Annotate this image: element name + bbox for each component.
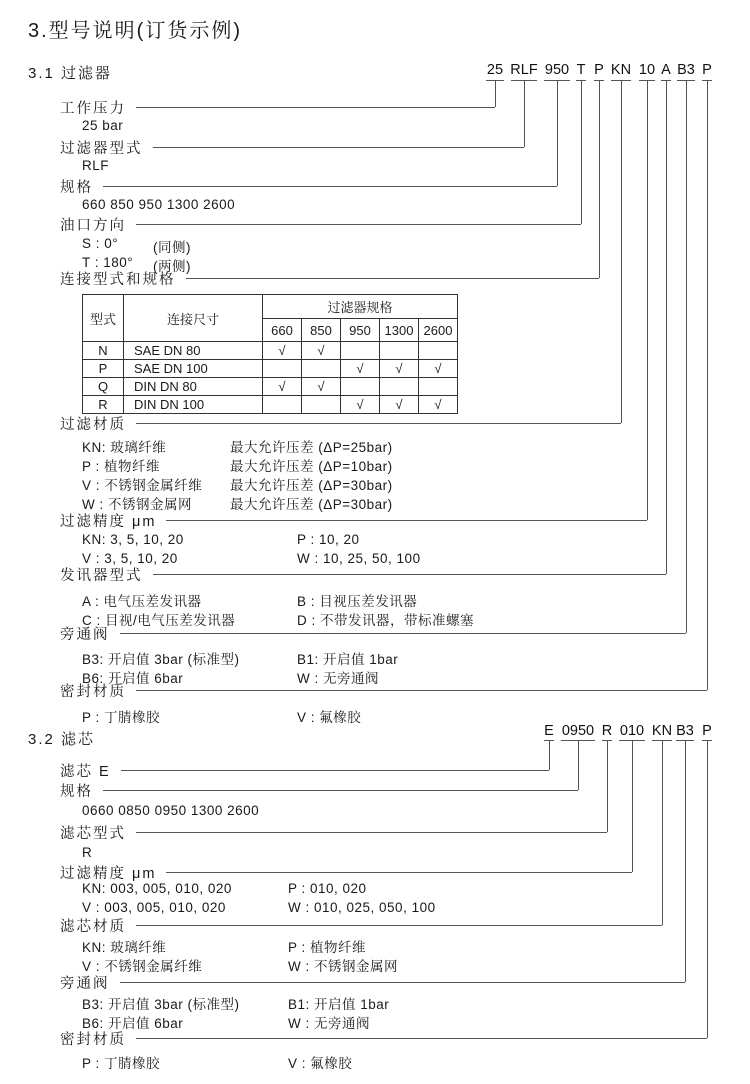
section-row-port-direction	[60, 216, 581, 232]
cell-check: √	[341, 396, 380, 414]
indicator-left: C : 目视/电气压差发讯器	[82, 613, 236, 628]
model-code-segment: 010	[619, 723, 645, 739]
seal-row	[82, 706, 361, 726]
material-row	[82, 955, 398, 975]
model-code-segment: P	[702, 62, 712, 78]
bypass-left: B6: 开启值 6bar	[82, 1016, 184, 1031]
seal-row	[82, 1052, 352, 1072]
seal-left: P : 丁腈橡胶	[82, 710, 161, 725]
material-code: V : 不锈钢金属纤维	[82, 478, 203, 493]
precision-right: W : 010, 025, 050, 100	[288, 900, 436, 915]
section-row-element-bypass	[60, 974, 685, 990]
section-row-bypass-valve	[60, 625, 686, 641]
connector-vline	[666, 80, 667, 574]
cell-check: √	[263, 342, 302, 360]
connector-hline	[136, 107, 495, 108]
connector-hline	[120, 982, 686, 983]
connector-vline	[524, 80, 525, 147]
table-header-size: 连接尺寸	[124, 295, 263, 342]
section-row-element-precision	[60, 864, 632, 880]
material-row	[82, 455, 393, 475]
port-option-code: T : 180°	[82, 255, 134, 270]
connector-hline	[103, 790, 578, 791]
connector-vline	[685, 740, 686, 982]
connector-vline	[581, 80, 582, 224]
label-filter-type: 过滤器型式	[60, 140, 143, 157]
table-header-col: 950	[341, 319, 380, 342]
cell-size: DIN DN 80	[124, 378, 263, 396]
label-element-spec: 规格	[60, 783, 93, 800]
connection-spec-table	[82, 294, 458, 414]
section-row-element-material	[60, 917, 662, 933]
table-header-filter-spec: 过滤器规格	[263, 295, 458, 319]
cell-check	[302, 396, 341, 414]
material-note: 最大允许压差 (ΔP=30bar)	[230, 478, 393, 493]
section-row-filter-type	[60, 139, 524, 155]
precision-left: KN: 003, 005, 010, 020	[82, 881, 232, 896]
seal-right: V : 氟橡胶	[288, 1056, 353, 1071]
page-title: 3.型号说明(订货示例)	[28, 20, 242, 42]
precision-left: V : 3, 5, 10, 20	[82, 551, 178, 566]
bypass-right: W : 无旁通阀	[288, 1016, 370, 1031]
label-element-bypass: 旁通阀	[60, 975, 110, 992]
port-option-code: S : 0°	[82, 236, 119, 251]
connector-hline	[166, 520, 647, 521]
label-indicator-type: 发讯器型式	[60, 567, 143, 584]
model-code-segment: KN	[610, 62, 632, 78]
value-filter-type: RLF	[82, 158, 110, 173]
model-code-segment: 0950	[561, 723, 595, 739]
cell-check	[419, 342, 458, 360]
label-spec: 规格	[60, 179, 93, 196]
indicator-right: B : 目视压差发讯器	[297, 594, 418, 609]
cell-check: √	[380, 396, 419, 414]
section-row-element	[60, 762, 549, 778]
label-element-seal: 密封材质	[60, 1031, 126, 1048]
connector-vline	[557, 80, 558, 186]
cell-type: Q	[83, 378, 124, 396]
model-code-segment: KN	[651, 723, 673, 739]
cell-check: √	[263, 378, 302, 396]
label-bypass-valve: 旁通阀	[60, 626, 110, 643]
material-code: KN: 玻璃纤维	[82, 440, 167, 455]
value-element-spec: 0660 0850 0950 1300 2600	[82, 803, 260, 818]
model-code-segment: P	[702, 723, 712, 739]
bypass-right: B1: 开启值 1bar	[297, 652, 399, 667]
precision-row	[82, 881, 367, 896]
table-header-col: 660	[263, 319, 302, 342]
connector-hline	[186, 278, 600, 279]
connector-hline	[121, 770, 549, 771]
material-right: P : 植物纤维	[288, 940, 367, 955]
cell-check	[341, 378, 380, 396]
connector-vline	[578, 740, 579, 790]
bypass-left: B6: 开启值 6bar	[82, 671, 184, 686]
cell-check: √	[419, 396, 458, 414]
label-connection: 连接型式和规格	[60, 271, 176, 288]
cell-type: P	[83, 360, 124, 378]
bypass-row	[82, 648, 398, 668]
model-code-segment: R	[601, 723, 613, 739]
value-spec: 660 850 950 1300 2600	[82, 197, 236, 212]
cell-check	[302, 360, 341, 378]
section-row-indicator-type	[60, 566, 666, 582]
section-row-element-spec	[60, 782, 578, 798]
label-filtration-precision: 过滤精度 μm	[60, 513, 157, 530]
port-option-row	[82, 236, 191, 256]
section-row-working-pressure	[60, 99, 495, 115]
port-option-desc: (同侧)	[153, 240, 191, 255]
section-row-spec	[60, 178, 557, 194]
section-row-filtration-precision	[60, 512, 647, 528]
connector-hline	[136, 832, 607, 833]
bypass-row	[82, 993, 389, 1013]
connector-vline	[632, 740, 633, 872]
model-code-segment: B3	[677, 62, 695, 78]
cell-check: √	[419, 360, 458, 378]
table-header-type: 型式	[83, 295, 124, 342]
model-code-segment: E	[544, 723, 554, 739]
precision-right: P : 010, 020	[288, 881, 367, 896]
section-row-filter-material	[60, 415, 621, 431]
cell-check: √	[302, 342, 341, 360]
cell-check	[263, 396, 302, 414]
connector-vline	[686, 80, 687, 633]
table-row	[83, 342, 458, 360]
section-row-element-type	[60, 824, 607, 840]
connector-vline	[621, 80, 622, 423]
connector-vline	[599, 80, 600, 278]
label-element-precision: 过滤精度 μm	[60, 865, 157, 882]
connector-hline	[136, 423, 621, 424]
cell-size: SAE DN 100	[124, 360, 263, 378]
model-code-segment: 950	[544, 62, 570, 78]
indicator-row	[82, 590, 417, 610]
model-code-segment: B3	[676, 723, 694, 739]
connector-hline	[136, 1038, 707, 1039]
label-element-material: 滤芯材质	[60, 918, 126, 935]
bypass-right: B1: 开启值 1bar	[288, 997, 390, 1012]
material-row	[82, 436, 393, 456]
label-element: 滤芯 E	[60, 763, 111, 780]
value-element-type: R	[82, 845, 93, 860]
model-code-segment: T	[576, 62, 586, 78]
model-code-segment: A	[661, 62, 671, 78]
port-option-desc: (两侧)	[153, 259, 191, 274]
cell-check	[419, 378, 458, 396]
table-row	[83, 396, 458, 414]
material-right: W : 不锈钢金属网	[288, 959, 398, 974]
precision-right: W : 10, 25, 50, 100	[297, 551, 421, 566]
cell-check: √	[341, 360, 380, 378]
model-code-segment: 10	[638, 62, 656, 78]
bypass-left: B3: 开启值 3bar (标准型)	[82, 652, 240, 667]
cell-check: √	[380, 360, 419, 378]
table-row	[83, 378, 458, 396]
bypass-right: W : 无旁通阀	[297, 671, 379, 686]
material-left: V : 不锈钢金属纤维	[82, 959, 203, 974]
section-row-element-seal	[60, 1030, 707, 1046]
material-row	[82, 936, 366, 956]
cell-check	[341, 342, 380, 360]
connector-vline	[549, 740, 550, 770]
connector-hline	[136, 925, 662, 926]
table-header-col: 850	[302, 319, 341, 342]
value-working-pressure: 25 bar	[82, 118, 124, 133]
table-row	[83, 360, 458, 378]
model-code-segment: RLF	[510, 62, 538, 78]
material-note: 最大允许压差 (ΔP=25bar)	[230, 440, 393, 455]
connector-hline	[103, 186, 557, 187]
indicator-left: A : 电气压差发讯器	[82, 594, 202, 609]
connector-hline	[120, 633, 687, 634]
cell-check	[263, 360, 302, 378]
cell-check: √	[302, 378, 341, 396]
indicator-right: D : 不带发讯器，带标准螺塞	[297, 613, 475, 628]
label-port-direction: 油口方向	[60, 217, 126, 234]
precision-left: KN: 3, 5, 10, 20	[82, 532, 184, 547]
seal-left: P : 丁腈橡胶	[82, 1056, 161, 1071]
material-code: W : 不锈钢金属网	[82, 497, 192, 512]
cell-size: DIN DN 100	[124, 396, 263, 414]
cell-type: N	[83, 342, 124, 360]
section-row-connection	[60, 270, 599, 286]
label-element-type: 滤芯型式	[60, 825, 126, 842]
precision-row	[82, 532, 360, 547]
connector-hline	[166, 872, 632, 873]
connector-vline	[707, 80, 708, 690]
cell-size: SAE DN 80	[124, 342, 263, 360]
connector-vline	[607, 740, 608, 832]
model-code-segment: 25	[486, 62, 504, 78]
table-header-col: 2600	[419, 319, 458, 342]
section-heading-filter: 3.1 过滤器	[28, 65, 113, 82]
precision-left: V : 003, 005, 010, 020	[82, 900, 226, 915]
cell-type: R	[83, 396, 124, 414]
connector-vline	[662, 740, 663, 925]
cell-check	[380, 342, 419, 360]
material-code: P : 植物纤维	[82, 459, 161, 474]
material-row	[82, 474, 393, 494]
precision-right: P : 10, 20	[297, 532, 360, 547]
seal-right: V : 氟橡胶	[297, 710, 362, 725]
table-header-col: 1300	[380, 319, 419, 342]
connector-hline	[136, 690, 707, 691]
label-working-pressure: 工作压力	[60, 100, 126, 117]
connector-vline	[647, 80, 648, 520]
connector-hline	[153, 574, 667, 575]
material-note: 最大允许压差 (ΔP=30bar)	[230, 497, 393, 512]
precision-row	[82, 900, 436, 915]
label-seal-material: 密封材质	[60, 683, 126, 700]
section-row-seal-material	[60, 682, 707, 698]
connector-hline	[153, 147, 525, 148]
connector-vline	[495, 80, 496, 107]
material-left: KN: 玻璃纤维	[82, 940, 167, 955]
connector-hline	[136, 224, 581, 225]
section-heading-element: 3.2 滤芯	[28, 731, 96, 748]
bypass-left: B3: 开启值 3bar (标准型)	[82, 997, 240, 1012]
model-code-segment: P	[594, 62, 604, 78]
label-filter-material: 过滤材质	[60, 416, 126, 433]
connector-vline	[707, 740, 708, 1038]
cell-check	[380, 378, 419, 396]
material-note: 最大允许压差 (ΔP=10bar)	[230, 459, 393, 474]
